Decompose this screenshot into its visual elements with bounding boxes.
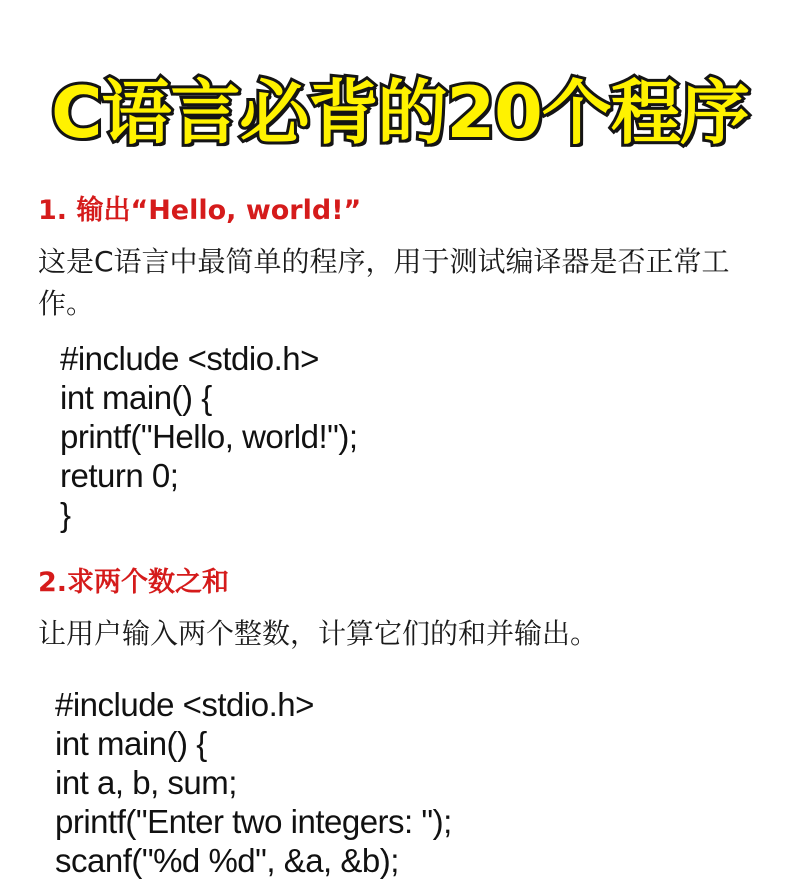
section-2-heading: 2.求两个数之和: [38, 567, 230, 598]
section-2-description: 让用户输入两个整数，计算它们的和并输出。: [38, 617, 599, 650]
code-line: }: [60, 496, 71, 533]
code-line: printf("Enter two integers: ");: [55, 803, 452, 840]
code-line: #include <stdio.h>: [60, 340, 319, 377]
code-line: int main() {: [55, 725, 207, 762]
code-line: scanf("%d %d", &a, &b);: [55, 842, 399, 879]
code-line: printf("Hello, world!");: [60, 418, 358, 455]
code-line: int main() {: [60, 379, 212, 416]
page-title: C语言必背的20个程序: [51, 72, 749, 154]
code-line: #include <stdio.h>: [55, 686, 314, 723]
section-1-description: 这是C语言中最简单的程序，用于测试编译器是否正常工作。: [38, 245, 730, 320]
section-2-code-block: [55, 685, 452, 880]
code-line: return 0;: [60, 457, 179, 494]
code-line: int a, b, sum;: [55, 764, 237, 801]
section-1-heading: 1. 输出“Hello, world!”: [38, 195, 362, 226]
section-1-code-block: [60, 339, 358, 534]
